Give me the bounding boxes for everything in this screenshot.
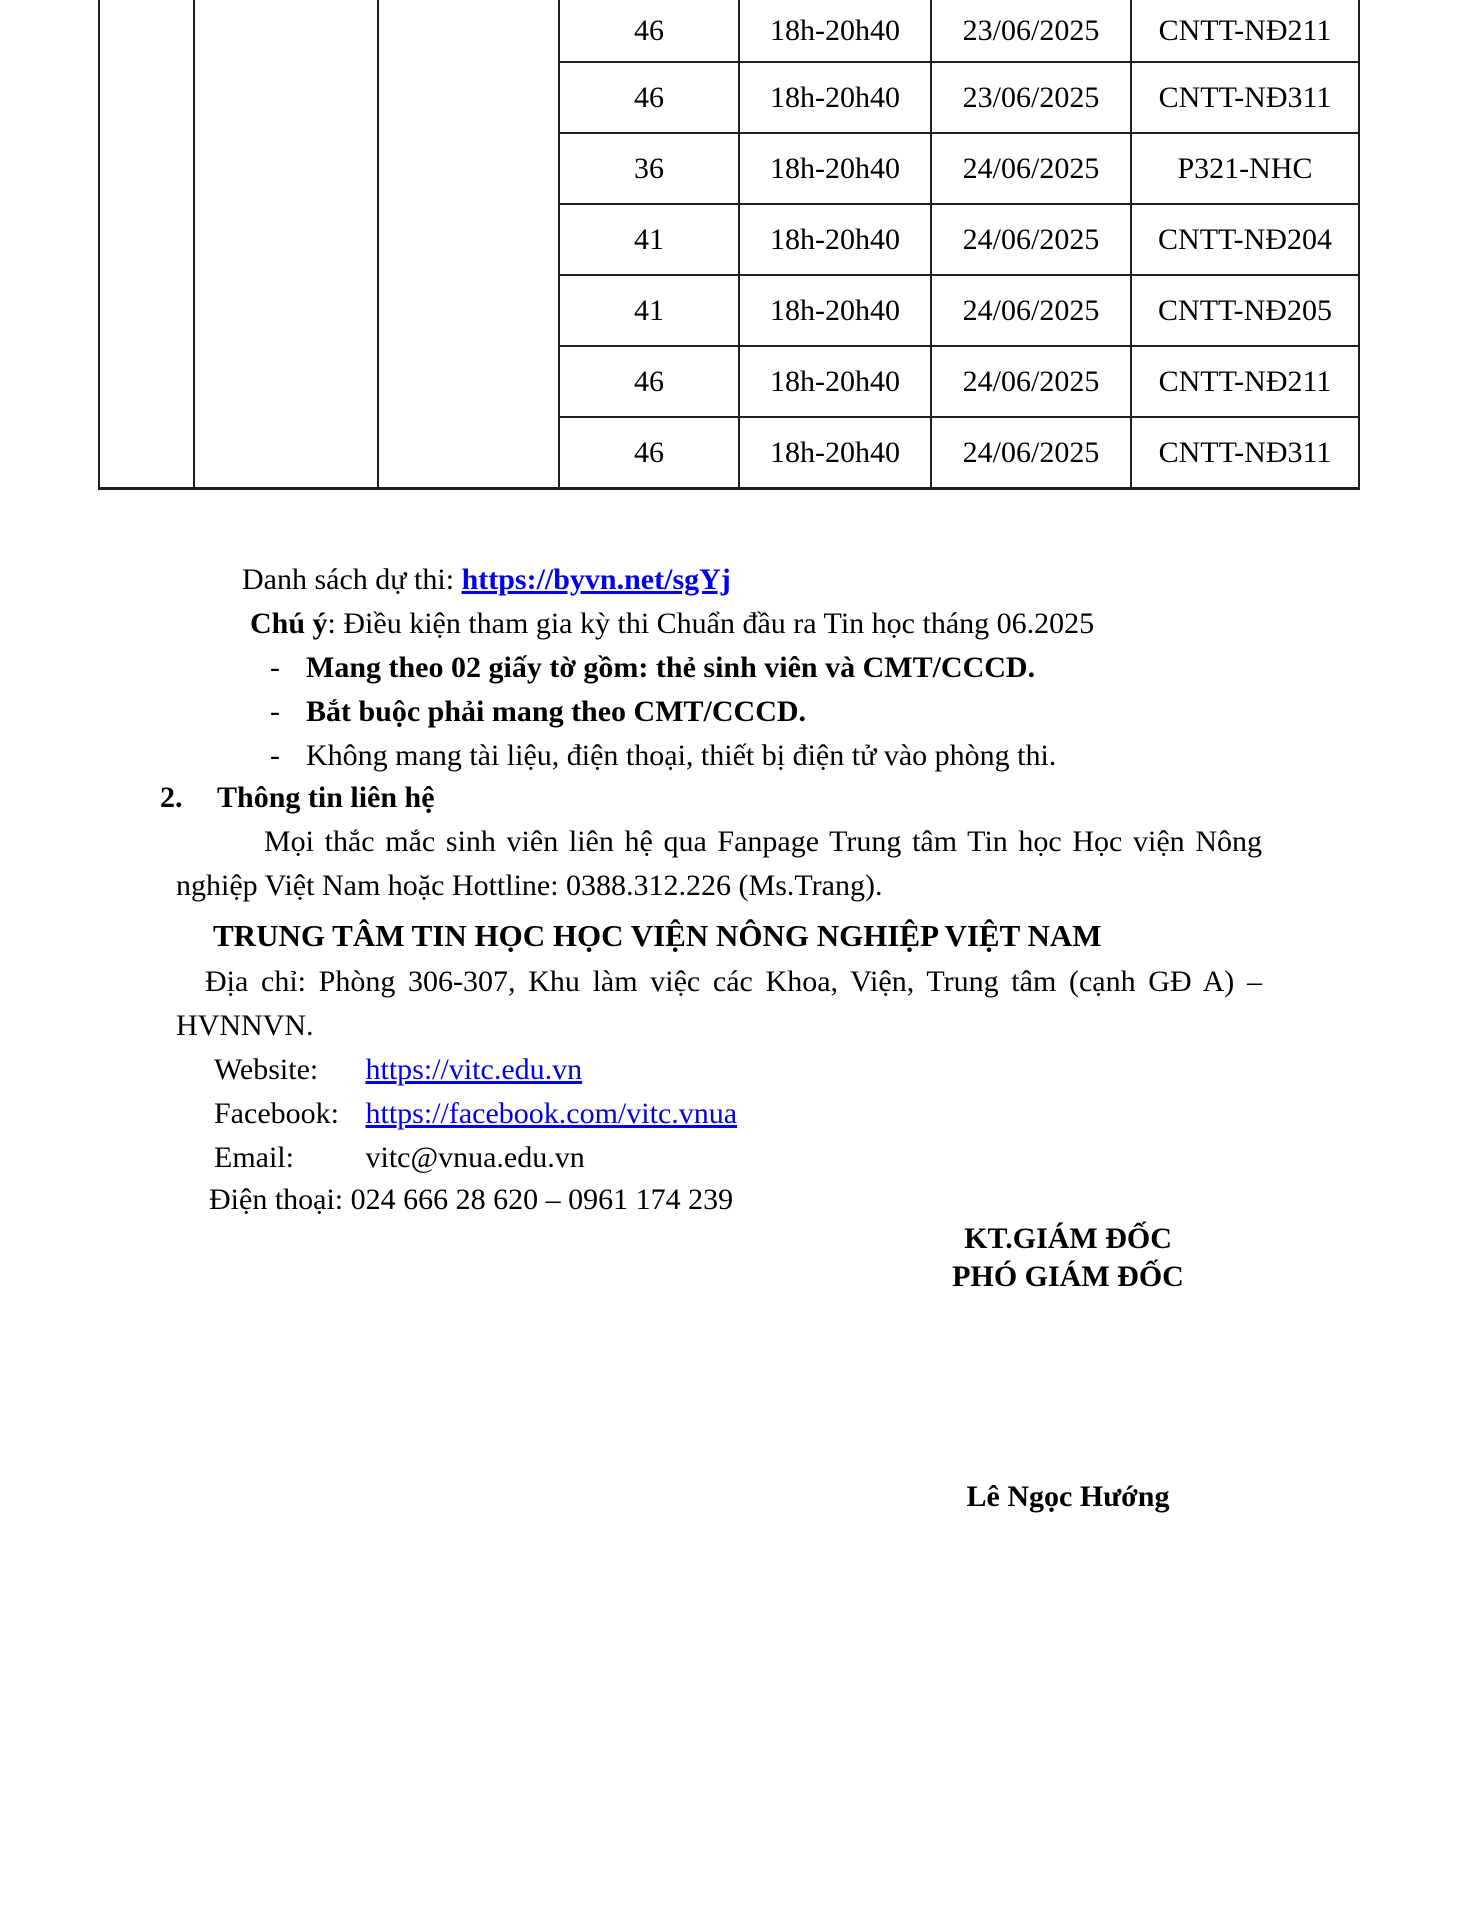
- exam-list-label: Danh sách dự thi:: [242, 563, 462, 596]
- dash-marker: -: [270, 651, 280, 684]
- room-cell: CNTT-NĐ311: [1131, 62, 1359, 133]
- empty-col-3: [378, 0, 559, 488]
- exam-schedule-table: [98, 0, 1360, 490]
- facebook-label: Facebook:: [214, 1097, 339, 1130]
- signature-title-2: PHÓ GIÁM ĐỐC: [952, 1260, 1184, 1293]
- contact-paragraph-line2: nghiệp Việt Nam hoặc Hottline: 0388.312.226 (Ms.Trang).: [176, 869, 883, 902]
- date-cell: 23/06/2025: [931, 0, 1131, 62]
- bullet-item: [270, 692, 806, 732]
- seats-cell: 46: [559, 0, 739, 62]
- dash-marker: -: [270, 695, 280, 728]
- note-line: [250, 604, 1094, 644]
- room-cell: CNTT-NĐ211: [1131, 346, 1359, 417]
- room-cell: P321-NHC: [1131, 133, 1359, 204]
- signature-name: Lê Ngọc Hướng: [966, 1480, 1170, 1513]
- table-row: [99, 0, 1359, 62]
- facebook-line: [214, 1094, 737, 1134]
- email-value: vitc@vnua.edu.vn: [365, 1141, 585, 1174]
- email-line: [214, 1138, 585, 1178]
- org-name: TRUNG TÂM TIN HỌC HỌC VIỆN NÔNG NGHIỆP VIỆT NAM: [213, 918, 1102, 953]
- time-cell: 18h-20h40: [739, 133, 931, 204]
- empty-col-1: [99, 0, 194, 488]
- date-cell: 24/06/2025: [931, 346, 1131, 417]
- time-cell: 18h-20h40: [739, 204, 931, 275]
- time-cell: 18h-20h40: [739, 275, 931, 346]
- facebook-link[interactable]: https://facebook.com/vitc.vnua: [365, 1097, 738, 1130]
- date-cell: 24/06/2025: [931, 133, 1131, 204]
- bullet-item: [270, 736, 1056, 776]
- seats-cell: 41: [559, 204, 739, 275]
- website-line: [214, 1050, 582, 1090]
- empty-col-2: [194, 0, 378, 488]
- email-label: Email:: [214, 1141, 294, 1174]
- seats-cell: 46: [559, 417, 739, 488]
- bullet-text: Mang theo 02 giấy tờ gồm: thẻ sinh viên và CMT/CCCD.: [306, 651, 1036, 684]
- section-heading: [160, 778, 435, 818]
- signature-titles: [848, 1220, 1288, 1296]
- website-link[interactable]: https://vitc.edu.vn: [365, 1053, 583, 1086]
- seats-cell: 46: [559, 62, 739, 133]
- time-cell: 18h-20h40: [739, 346, 931, 417]
- address-line2: HVNNVN.: [176, 1009, 314, 1042]
- room-cell: CNTT-NĐ311: [1131, 417, 1359, 488]
- phone-line: [209, 1180, 733, 1220]
- contact-paragraph-line1: Mọi thắc mắc sinh viên liên hệ qua Fanpage Trung tâm Tin học Học viện Nông: [264, 825, 1262, 858]
- date-cell: 24/06/2025: [931, 204, 1131, 275]
- dash-marker: -: [270, 739, 280, 772]
- date-cell: 24/06/2025: [931, 275, 1131, 346]
- note-label: Chú ý: [250, 607, 328, 640]
- bullet-text: Bắt buộc phải mang theo CMT/CCCD.: [306, 695, 807, 728]
- website-label: Website:: [214, 1053, 319, 1086]
- address-line1: Địa chỉ: Phòng 306-307, Khu làm việc các Khoa, Viện, Trung tâm (cạnh GĐ A) –: [205, 965, 1262, 998]
- time-cell: 18h-20h40: [739, 417, 931, 488]
- room-cell: CNTT-NĐ205: [1131, 275, 1359, 346]
- room-cell: CNTT-NĐ211: [1131, 0, 1359, 62]
- bullet-item: [270, 648, 1035, 688]
- seats-cell: 41: [559, 275, 739, 346]
- note-text: : Điều kiện tham gia kỳ thi Chuẩn đầu ra Tin học tháng 06.2025: [327, 607, 1095, 640]
- bullet-text: Không mang tài liệu, điện thoại, thiết bị điện tử vào phòng thi.: [306, 739, 1057, 772]
- date-cell: 24/06/2025: [931, 417, 1131, 488]
- signature-title-1: KT.GIÁM ĐỐC: [964, 1222, 1172, 1255]
- exam-list-line: [242, 560, 731, 600]
- time-cell: 18h-20h40: [739, 62, 931, 133]
- section-number: 2.: [160, 781, 183, 814]
- time-cell: 18h-20h40: [739, 0, 931, 62]
- date-cell: 23/06/2025: [931, 62, 1131, 133]
- phone-label: Điện thoại:: [209, 1183, 344, 1216]
- room-cell: CNTT-NĐ204: [1131, 204, 1359, 275]
- exam-list-link[interactable]: https://byvn.net/sgYj: [461, 563, 731, 596]
- phone-value: 024 666 28 620 – 0961 174 239: [350, 1183, 734, 1216]
- seats-cell: 36: [559, 133, 739, 204]
- seats-cell: 46: [559, 346, 739, 417]
- section-title: Thông tin liên hệ: [217, 781, 435, 814]
